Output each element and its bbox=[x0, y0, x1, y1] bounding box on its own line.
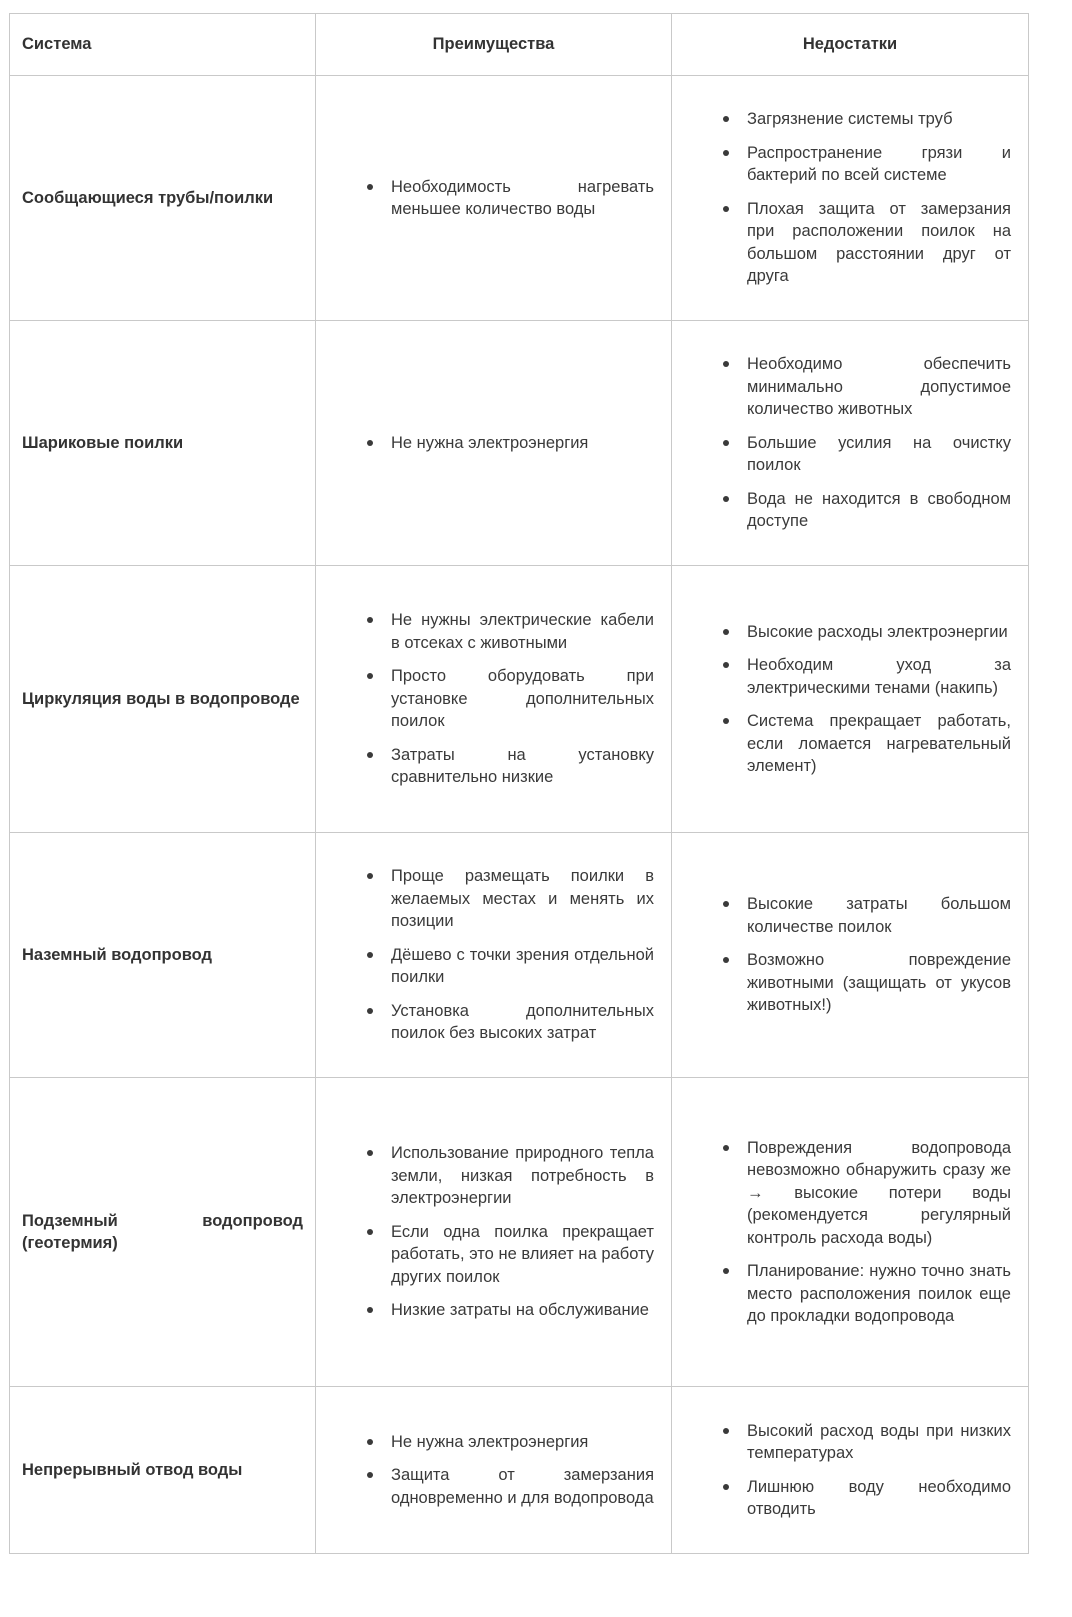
advantages-cell bbox=[316, 1387, 672, 1554]
advantages-cell bbox=[316, 76, 672, 321]
header-system: Система bbox=[10, 14, 316, 76]
header-advantages: Преимущества bbox=[316, 14, 672, 76]
list-item: Не нужна электроэнергия bbox=[391, 432, 654, 455]
list-item: Лишнюю воду необходимо отводить bbox=[747, 1476, 1011, 1521]
system-cell: Подземный водопровод (геотермия) bbox=[10, 1078, 316, 1387]
list-item: Высокий расход воды при низких температурах bbox=[747, 1420, 1011, 1465]
advantages-cell bbox=[316, 566, 672, 833]
list-item: Необходим уход за электрическими тенами (накипь) bbox=[747, 654, 1011, 699]
disadvantages-list bbox=[718, 1420, 1011, 1521]
disadvantages-list bbox=[718, 1137, 1011, 1328]
list-item: Необходимо обеспечить минимально допустимое количество животных bbox=[747, 353, 1011, 421]
disadvantages-list bbox=[718, 621, 1011, 778]
list-item: Система прекращает работать, если ломается нагревательный элемент) bbox=[747, 710, 1011, 778]
list-item: Затраты на установку сравнительно низкие bbox=[391, 744, 654, 789]
table-row bbox=[10, 1387, 1029, 1554]
advantages-list bbox=[362, 176, 654, 221]
advantages-list bbox=[362, 1142, 654, 1322]
list-item: Просто оборудовать при установке дополнительных поилок bbox=[391, 665, 654, 733]
list-item: Низкие затраты на обслуживание bbox=[391, 1299, 654, 1322]
advantages-list bbox=[362, 865, 654, 1045]
system-cell: Непрерывный отвод воды bbox=[10, 1387, 316, 1554]
advantages-cell bbox=[316, 833, 672, 1078]
system-cell: Шариковые поилки bbox=[10, 321, 316, 566]
list-item: Плохая защита от замерзания при расположении поилок на большом расстоянии друг от друга bbox=[747, 198, 1011, 288]
disadvantages-cell bbox=[672, 833, 1029, 1078]
table-row bbox=[10, 321, 1029, 566]
list-item: Загрязнение системы труб bbox=[747, 108, 1011, 131]
advantages-list bbox=[362, 1431, 654, 1510]
disadvantages-list bbox=[718, 353, 1011, 533]
list-item: Дёшево с точки зрения отдельной поилки bbox=[391, 944, 654, 989]
list-item: Распространение грязи и бактерий по всей системе bbox=[747, 142, 1011, 187]
disadvantages-cell bbox=[672, 321, 1029, 566]
list-item: Защита от замерзания одновременно и для водопровода bbox=[391, 1464, 654, 1509]
advantages-cell bbox=[316, 321, 672, 566]
header-disadvantages: Недостатки bbox=[672, 14, 1029, 76]
disadvantages-cell bbox=[672, 76, 1029, 321]
list-item: Возможно повреждение животными (защищать от укусов животных!) bbox=[747, 949, 1011, 1017]
list-item: Большие усилия на очистку поилок bbox=[747, 432, 1011, 477]
list-item: Планирование: нужно точно знать место расположения поилок еще до прокладки водопровода bbox=[747, 1260, 1011, 1328]
table-row bbox=[10, 566, 1029, 833]
system-cell: Наземный водопровод bbox=[10, 833, 316, 1078]
list-item: Необходимость нагревать меньшее количество воды bbox=[391, 176, 654, 221]
list-item: Установка дополнительных поилок без высоких затрат bbox=[391, 1000, 654, 1045]
list-item: Если одна поилка прекращает работать, это не влияет на работу других поилок bbox=[391, 1221, 654, 1289]
advantages-cell bbox=[316, 1078, 672, 1387]
comparison-table bbox=[9, 13, 1029, 1554]
table-row bbox=[10, 833, 1029, 1078]
list-item: Повреждения водопровода невозможно обнаружить сразу же → высокие потери воды (рекомендуется регулярный контроль расхода воды) bbox=[747, 1137, 1011, 1250]
list-item: Не нужна электроэнергия bbox=[391, 1431, 654, 1454]
system-cell: Сообщающиеся трубы/поилки bbox=[10, 76, 316, 321]
table-row bbox=[10, 1078, 1029, 1387]
list-item: Вода не находится в свободном доступе bbox=[747, 488, 1011, 533]
table-row bbox=[10, 76, 1029, 321]
system-cell: Циркуляция воды в водопроводе bbox=[10, 566, 316, 833]
table-header-row bbox=[10, 14, 1029, 76]
disadvantages-cell bbox=[672, 566, 1029, 833]
disadvantages-cell bbox=[672, 1078, 1029, 1387]
list-item: Высокие расходы электроэнергии bbox=[747, 621, 1011, 644]
comparison-table-container bbox=[9, 13, 1029, 1554]
advantages-list bbox=[362, 432, 654, 455]
disadvantages-cell bbox=[672, 1387, 1029, 1554]
list-item: Не нужны электрические кабели в отсеках с животными bbox=[391, 609, 654, 654]
disadvantages-list bbox=[718, 108, 1011, 288]
list-item: Проще размещать поилки в желаемых местах и менять их позиции bbox=[391, 865, 654, 933]
list-item: Использование природного тепла земли, низкая потребность в электроэнергии bbox=[391, 1142, 654, 1210]
list-item: Высокие затраты большом количестве поилок bbox=[747, 893, 1011, 938]
disadvantages-list bbox=[718, 893, 1011, 1017]
advantages-list bbox=[362, 609, 654, 789]
